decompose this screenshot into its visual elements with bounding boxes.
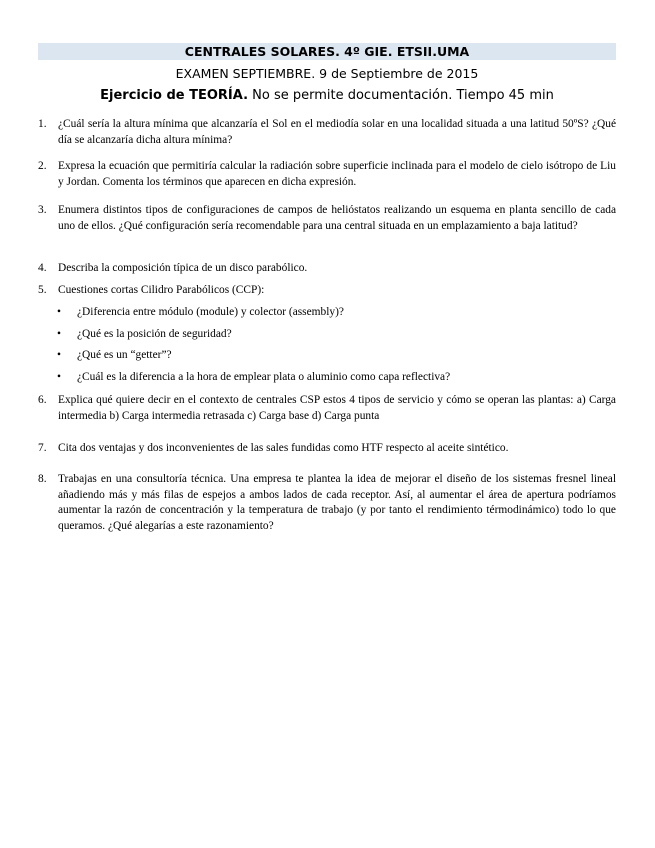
question-5	[38, 283, 616, 299]
question-text: Enumera distintos tipos de configuraciones de campos de helióstatos realizando un esquema en planta sencillo de cada uno de ellos. ¿Qué configuración sería recomendable para una central situada en un emplazamiento a baja latitud?	[58, 204, 616, 232]
exam-title: CENTRALES SOLARES. 4º GIE. ETSII.UMA	[38, 43, 616, 60]
question-number: 5.	[38, 284, 47, 296]
question-number: 2.	[38, 160, 47, 172]
sub-item-text: ¿Diferencia entre módulo (module) y colector (assembly)?	[77, 306, 344, 318]
sub-item-text: ¿Qué es un “getter”?	[77, 349, 172, 361]
exercise-label: Ejercicio de TEORÍA.	[100, 88, 249, 103]
question-text: Explica qué quiere decir en el contexto de centrales CSP estos 4 tipos de servicio y cómo se operan las plantas: a) Carga intermedia b) Carga intermedia retrasada c) Carga base d) Carga punta	[58, 394, 616, 422]
question-text: Cita dos ventajas y dos inconvenientes de las sales fundidas como HTF respecto al aceite sintético.	[58, 442, 509, 454]
bullet-icon: •	[57, 306, 61, 318]
exercise-instructions: No se permite documentación. Tiempo 45 min	[248, 88, 554, 103]
question-text: Trabajas en una consultoría técnica. Una empresa te plantea la idea de mejorar el diseño de los sistemas fresnel lineal añadiendo más y más filas de espejos a ambos lados de cada receptor. Así, al aumentar el área de apertura podríamos aumentar la razón de concentración y la temperatura de trabajo (y por tanto el rendimiento térmodinámico) todo lo que queramos. ¿Qué alegarías a este razonamiento?	[58, 473, 616, 532]
sub-item-4	[57, 370, 616, 386]
question-number: 3.	[38, 204, 47, 216]
question-7	[38, 441, 616, 457]
exercise-line	[38, 87, 616, 104]
sub-item-2	[57, 327, 616, 343]
bullet-icon: •	[57, 328, 61, 340]
question-number: 1.	[38, 118, 47, 130]
question-2	[38, 159, 616, 190]
bullet-icon: •	[57, 371, 61, 383]
question-1	[38, 117, 616, 148]
bullet-icon: •	[57, 349, 61, 361]
question-text: Describa la composición típica de un disco parabólico.	[58, 262, 308, 274]
exam-subtitle: EXAMEN SEPTIEMBRE. 9 de Septiembre de 2015	[175, 66, 479, 81]
question-number: 6.	[38, 394, 47, 406]
question-8	[38, 472, 616, 534]
question-number: 4.	[38, 262, 47, 274]
question-4	[38, 261, 616, 277]
question-6	[38, 393, 616, 424]
question-3	[38, 203, 616, 234]
sub-item-1	[57, 305, 616, 321]
question-text: ¿Cuál sería la altura mínima que alcanzaría el Sol en el mediodía solar en una localidad situada a una latitud 50ºS? ¿Qué día se alcanzaría dicha altura mínima?	[58, 118, 616, 146]
question-text: Expresa la ecuación que permitiría calcular la radiación sobre superficie inclinada para el modelo de cielo isótropo de Liu y Jordan. Comenta los términos que aparecen en dicha expresión.	[58, 160, 616, 188]
sub-item-text: ¿Qué es la posición de seguridad?	[77, 328, 232, 340]
sub-item-3	[57, 348, 616, 364]
question-number: 7.	[38, 442, 47, 454]
question-number: 8.	[38, 473, 47, 485]
sub-item-text: ¿Cuál es la diferencia a la hora de emplear plata o aluminio como capa reflectiva?	[77, 371, 451, 383]
question-text: Cuestiones cortas Cilidro Parabólicos (CCP):	[58, 284, 265, 296]
